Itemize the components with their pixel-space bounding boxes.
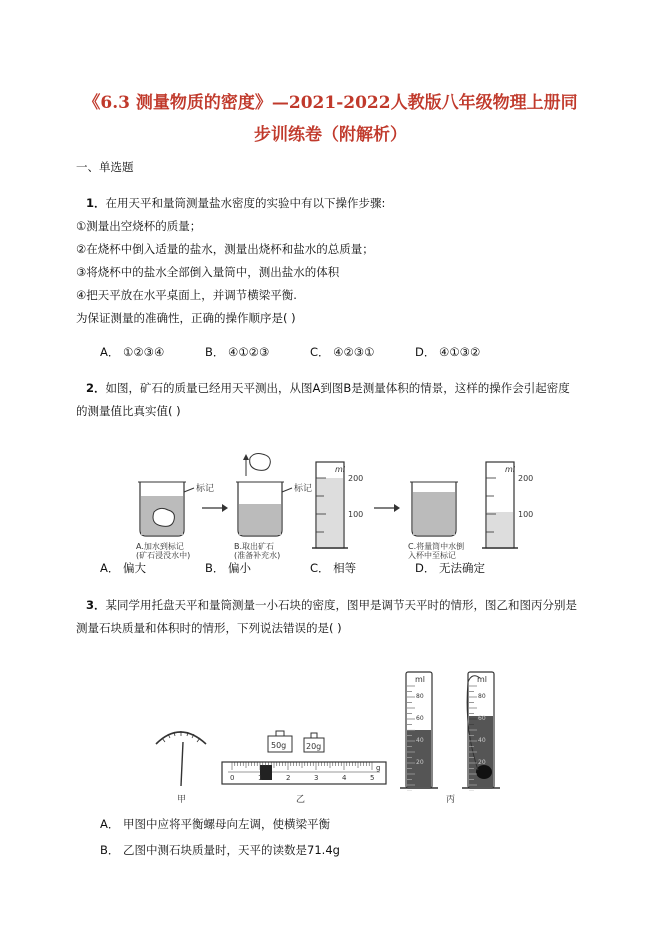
beaker-a bbox=[138, 482, 194, 536]
question-2-option-d[interactable]: D． 无法确定 bbox=[415, 561, 486, 575]
arrow-1-head bbox=[222, 504, 228, 512]
scale-unit: g bbox=[376, 764, 381, 772]
scale-3: 3 bbox=[314, 774, 319, 782]
question-1-step-2: ②在烧杯中倒入适量的盐水，测量出烧杯和盐水的总质量； bbox=[76, 242, 374, 256]
question-2-option-b[interactable]: B． 偏小 bbox=[205, 561, 252, 575]
weight-20g: 20g bbox=[306, 742, 322, 751]
question-3-number: 3． bbox=[86, 598, 106, 612]
cylinder-2-tick-200: 200 bbox=[518, 474, 534, 483]
cylinder-1-unit: ml bbox=[335, 465, 346, 474]
measuring-cylinder-2 bbox=[482, 462, 518, 548]
question-1-step-3: ③将烧杯中的盐水全部倒入量筒中，测出盐水的体积 bbox=[76, 265, 340, 279]
beaker-b bbox=[236, 454, 292, 537]
balance-dial bbox=[156, 731, 206, 786]
bing-2-tick-80: 80 bbox=[478, 693, 486, 700]
question-1-option-b[interactable]: B． ④①②③ bbox=[205, 345, 270, 359]
caption-b-line2: (准备补充水) bbox=[234, 551, 281, 560]
question-1 bbox=[86, 196, 385, 210]
caption-c-line2: 入杯中至标记 bbox=[408, 551, 456, 560]
question-3 bbox=[86, 598, 577, 612]
bing-1-unit: ml bbox=[415, 675, 426, 684]
question-1-stem: 在用天平和量筒测量盐水密度的实验中有以下操作步骤: bbox=[105, 196, 386, 210]
bing-1-tick-60: 60 bbox=[416, 715, 424, 722]
cylinder-2-tick-100: 100 bbox=[518, 510, 534, 519]
question-2-number: 2． bbox=[86, 381, 106, 395]
weight-50g: 50g bbox=[271, 741, 287, 750]
label-bing: 丙 bbox=[446, 795, 456, 805]
cylinder-1-tick-100: 100 bbox=[348, 510, 364, 519]
mark-label-1: 标记 bbox=[196, 484, 215, 494]
question-1-option-d[interactable]: D． ④①③② bbox=[415, 345, 481, 359]
bing-2-unit: ml bbox=[477, 675, 488, 684]
question-3-stem-line2: 测量石块质量和体积时的情形，下列说法错误的是( ) bbox=[76, 621, 342, 635]
caption-a-line1: A.加水到标记 bbox=[136, 542, 184, 551]
cylinder-1-tick-200: 200 bbox=[348, 474, 364, 483]
scale-4: 4 bbox=[342, 774, 347, 782]
beam-ruler bbox=[222, 762, 386, 784]
question-1-option-c[interactable]: C． ④②③① bbox=[310, 345, 375, 359]
bing-2-tick-60: 60 bbox=[478, 715, 486, 722]
measuring-cylinder-1 bbox=[312, 462, 348, 548]
question-2-stem-line1: 如图，矿石的质量已经用天平测出，从图A到图B是测量体积的情景，这样的操作会引起密度 bbox=[105, 381, 570, 395]
mark-label-2: 标记 bbox=[294, 484, 313, 494]
question-1-option-a[interactable]: A． ①②③④ bbox=[100, 345, 165, 359]
caption-b-line1: B.取出矿石 bbox=[234, 542, 275, 551]
bing-2-tick-20: 20 bbox=[478, 759, 486, 766]
bing-1-tick-40: 40 bbox=[416, 737, 424, 744]
section-heading: 一、单选题 bbox=[76, 160, 134, 174]
question-2-option-c[interactable]: C． 相等 bbox=[310, 561, 357, 575]
question-3-option-a[interactable]: A． 甲图中应将平衡螺母向左调，使横梁平衡 bbox=[100, 817, 331, 831]
page-title-line2: 步训练卷（附解析） bbox=[254, 125, 407, 145]
bing-2-tick-40: 40 bbox=[478, 737, 486, 744]
question-1-step-4: ④把天平放在水平桌面上，并调节横梁平衡. bbox=[76, 288, 297, 302]
cylinder-2-unit: ml bbox=[505, 465, 516, 474]
caption-a-line2: (矿石浸没水中) bbox=[136, 551, 191, 560]
scale-0: 0 bbox=[230, 774, 235, 782]
question-2 bbox=[86, 381, 570, 395]
question-2-stem-line2: 的测量值比真实值( ) bbox=[76, 404, 181, 418]
cylinder-bing-2 bbox=[462, 672, 500, 788]
question-1-step-1: ①测量出空烧杯的质量； bbox=[76, 219, 202, 233]
cylinder-bing-1 bbox=[400, 672, 438, 788]
bing-1-tick-80: 80 bbox=[416, 693, 424, 700]
question-1-question: 为保证测量的准确性，正确的操作顺序是( ) bbox=[76, 311, 296, 325]
label-jia: 甲 bbox=[177, 795, 187, 805]
question-3-stem-line1: 某同学用托盘天平和量筒测量一小石块的密度，图甲是调节天平时的情形，图乙和图丙分别是 bbox=[105, 598, 578, 612]
question-2-option-a[interactable]: A． 偏大 bbox=[100, 561, 147, 575]
question-3-figure bbox=[150, 668, 510, 810]
question-1-number: 1． bbox=[86, 196, 106, 210]
scale-2: 2 bbox=[286, 774, 291, 782]
beaker-c bbox=[410, 482, 458, 536]
scale-5: 5 bbox=[370, 774, 375, 782]
scale-1: 1 bbox=[258, 774, 263, 782]
question-2-figure bbox=[130, 452, 534, 560]
question-3-option-b[interactable]: B． 乙图中测石块质量时，天平的读数是71.4g bbox=[100, 843, 340, 857]
arrow-2-head bbox=[394, 504, 400, 512]
caption-c-line1: C.将量筒中水倒 bbox=[408, 542, 465, 551]
page-title-line1: 《6.3 测量物质的密度》—2021-2022人教版八年级物理上册同 bbox=[83, 93, 578, 113]
bing-1-tick-20: 20 bbox=[416, 759, 424, 766]
label-yi: 乙 bbox=[296, 795, 306, 805]
